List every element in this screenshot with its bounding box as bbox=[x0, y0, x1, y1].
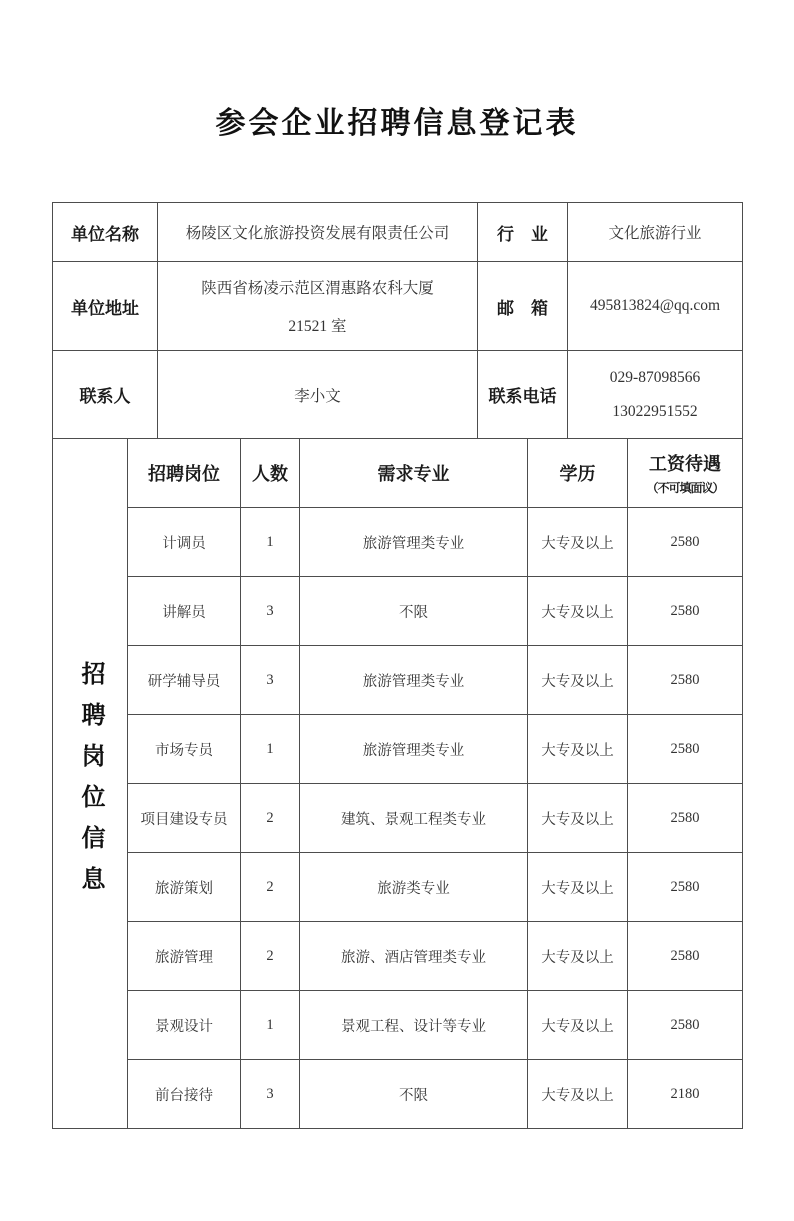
job-row bbox=[53, 508, 743, 577]
salary-header-text: 工资待遇 bbox=[649, 454, 721, 474]
company-address-row bbox=[53, 262, 743, 351]
job-row bbox=[53, 1060, 743, 1129]
job-education: 大专及以上 bbox=[528, 646, 628, 715]
job-education: 大专及以上 bbox=[528, 715, 628, 784]
job-education: 大专及以上 bbox=[528, 508, 628, 577]
job-position: 项目建设专员 bbox=[128, 784, 241, 853]
page-title: 参会企业招聘信息登记表 bbox=[215, 107, 579, 140]
job-position: 前台接待 bbox=[128, 1060, 241, 1129]
jobs-section-cell bbox=[53, 439, 128, 1129]
job-headcount: 1 bbox=[241, 991, 300, 1060]
job-row bbox=[53, 646, 743, 715]
job-position: 研学辅导员 bbox=[128, 646, 241, 715]
address-label: 单位地址 bbox=[53, 262, 158, 351]
contact-label: 联系人 bbox=[53, 351, 158, 439]
jobs-table bbox=[52, 438, 743, 1129]
job-row bbox=[53, 715, 743, 784]
job-position: 旅游管理 bbox=[128, 922, 241, 991]
job-salary: 2580 bbox=[628, 715, 743, 784]
job-major: 旅游管理类专业 bbox=[300, 646, 528, 715]
job-position: 景观设计 bbox=[128, 991, 241, 1060]
job-salary: 2580 bbox=[628, 991, 743, 1060]
job-major: 旅游管理类专业 bbox=[300, 715, 528, 784]
address-line-2: 21521 室 bbox=[288, 318, 347, 335]
job-headcount: 3 bbox=[241, 1060, 300, 1129]
address-value bbox=[158, 262, 478, 351]
phone-value bbox=[568, 351, 743, 439]
phone-line-1: 029-87098566 bbox=[609, 368, 701, 386]
col-header-position: 招聘岗位 bbox=[128, 439, 241, 508]
job-education: 大专及以上 bbox=[528, 991, 628, 1060]
job-major: 不限 bbox=[300, 1060, 528, 1129]
salary-header-note: （不可填面议） bbox=[646, 481, 724, 495]
job-headcount: 3 bbox=[241, 577, 300, 646]
job-salary: 2580 bbox=[628, 853, 743, 922]
job-major: 旅游管理类专业 bbox=[300, 508, 528, 577]
company-name-row bbox=[53, 203, 743, 262]
job-headcount: 2 bbox=[241, 922, 300, 991]
job-salary: 2180 bbox=[628, 1060, 743, 1129]
job-position: 计调员 bbox=[128, 508, 241, 577]
jobs-header-row bbox=[53, 439, 743, 508]
industry-label: 行 业 bbox=[478, 203, 568, 262]
job-salary: 2580 bbox=[628, 646, 743, 715]
job-headcount: 2 bbox=[241, 784, 300, 853]
job-salary: 2580 bbox=[628, 784, 743, 853]
company-info-table bbox=[52, 202, 743, 439]
job-headcount: 2 bbox=[241, 853, 300, 922]
jobs-section-label: 招聘岗位信息 bbox=[77, 660, 104, 907]
job-headcount: 1 bbox=[241, 508, 300, 577]
job-education: 大专及以上 bbox=[528, 922, 628, 991]
address-line-1: 陕西省杨凌示范区渭惠路农科大厦 bbox=[201, 280, 434, 297]
job-row bbox=[53, 991, 743, 1060]
col-header-education: 学历 bbox=[528, 439, 628, 508]
job-position: 旅游策划 bbox=[128, 853, 241, 922]
job-education: 大专及以上 bbox=[528, 1060, 628, 1129]
job-salary: 2580 bbox=[628, 508, 743, 577]
col-header-headcount: 人数 bbox=[241, 439, 300, 508]
email-value: 495813824@qq.com bbox=[568, 262, 743, 351]
job-salary: 2580 bbox=[628, 922, 743, 991]
job-row bbox=[53, 784, 743, 853]
col-header-salary bbox=[628, 439, 743, 508]
job-headcount: 3 bbox=[241, 646, 300, 715]
company-name-value: 杨陵区文化旅游投资发展有限责任公司 bbox=[158, 203, 478, 262]
email-label: 邮 箱 bbox=[478, 262, 568, 351]
job-row bbox=[53, 853, 743, 922]
registration-form bbox=[52, 202, 742, 1129]
job-major: 不限 bbox=[300, 577, 528, 646]
col-header-major: 需求专业 bbox=[300, 439, 528, 508]
job-major: 旅游类专业 bbox=[300, 853, 528, 922]
job-headcount: 1 bbox=[241, 715, 300, 784]
industry-value: 文化旅游行业 bbox=[568, 203, 743, 262]
job-position: 讲解员 bbox=[128, 577, 241, 646]
job-education: 大专及以上 bbox=[528, 853, 628, 922]
job-major: 建筑、景观工程类专业 bbox=[300, 784, 528, 853]
phone-line-2: 13022951552 bbox=[612, 402, 698, 420]
job-salary: 2580 bbox=[628, 577, 743, 646]
job-row bbox=[53, 922, 743, 991]
job-position: 市场专员 bbox=[128, 715, 241, 784]
contact-value: 李小文 bbox=[158, 351, 478, 439]
job-row bbox=[53, 577, 743, 646]
job-education: 大专及以上 bbox=[528, 784, 628, 853]
contact-row bbox=[53, 351, 743, 439]
job-major: 景观工程、设计等专业 bbox=[300, 991, 528, 1060]
job-major: 旅游、酒店管理类专业 bbox=[300, 922, 528, 991]
company-name-label: 单位名称 bbox=[53, 203, 158, 262]
phone-label: 联系电话 bbox=[478, 351, 568, 439]
job-education: 大专及以上 bbox=[528, 577, 628, 646]
